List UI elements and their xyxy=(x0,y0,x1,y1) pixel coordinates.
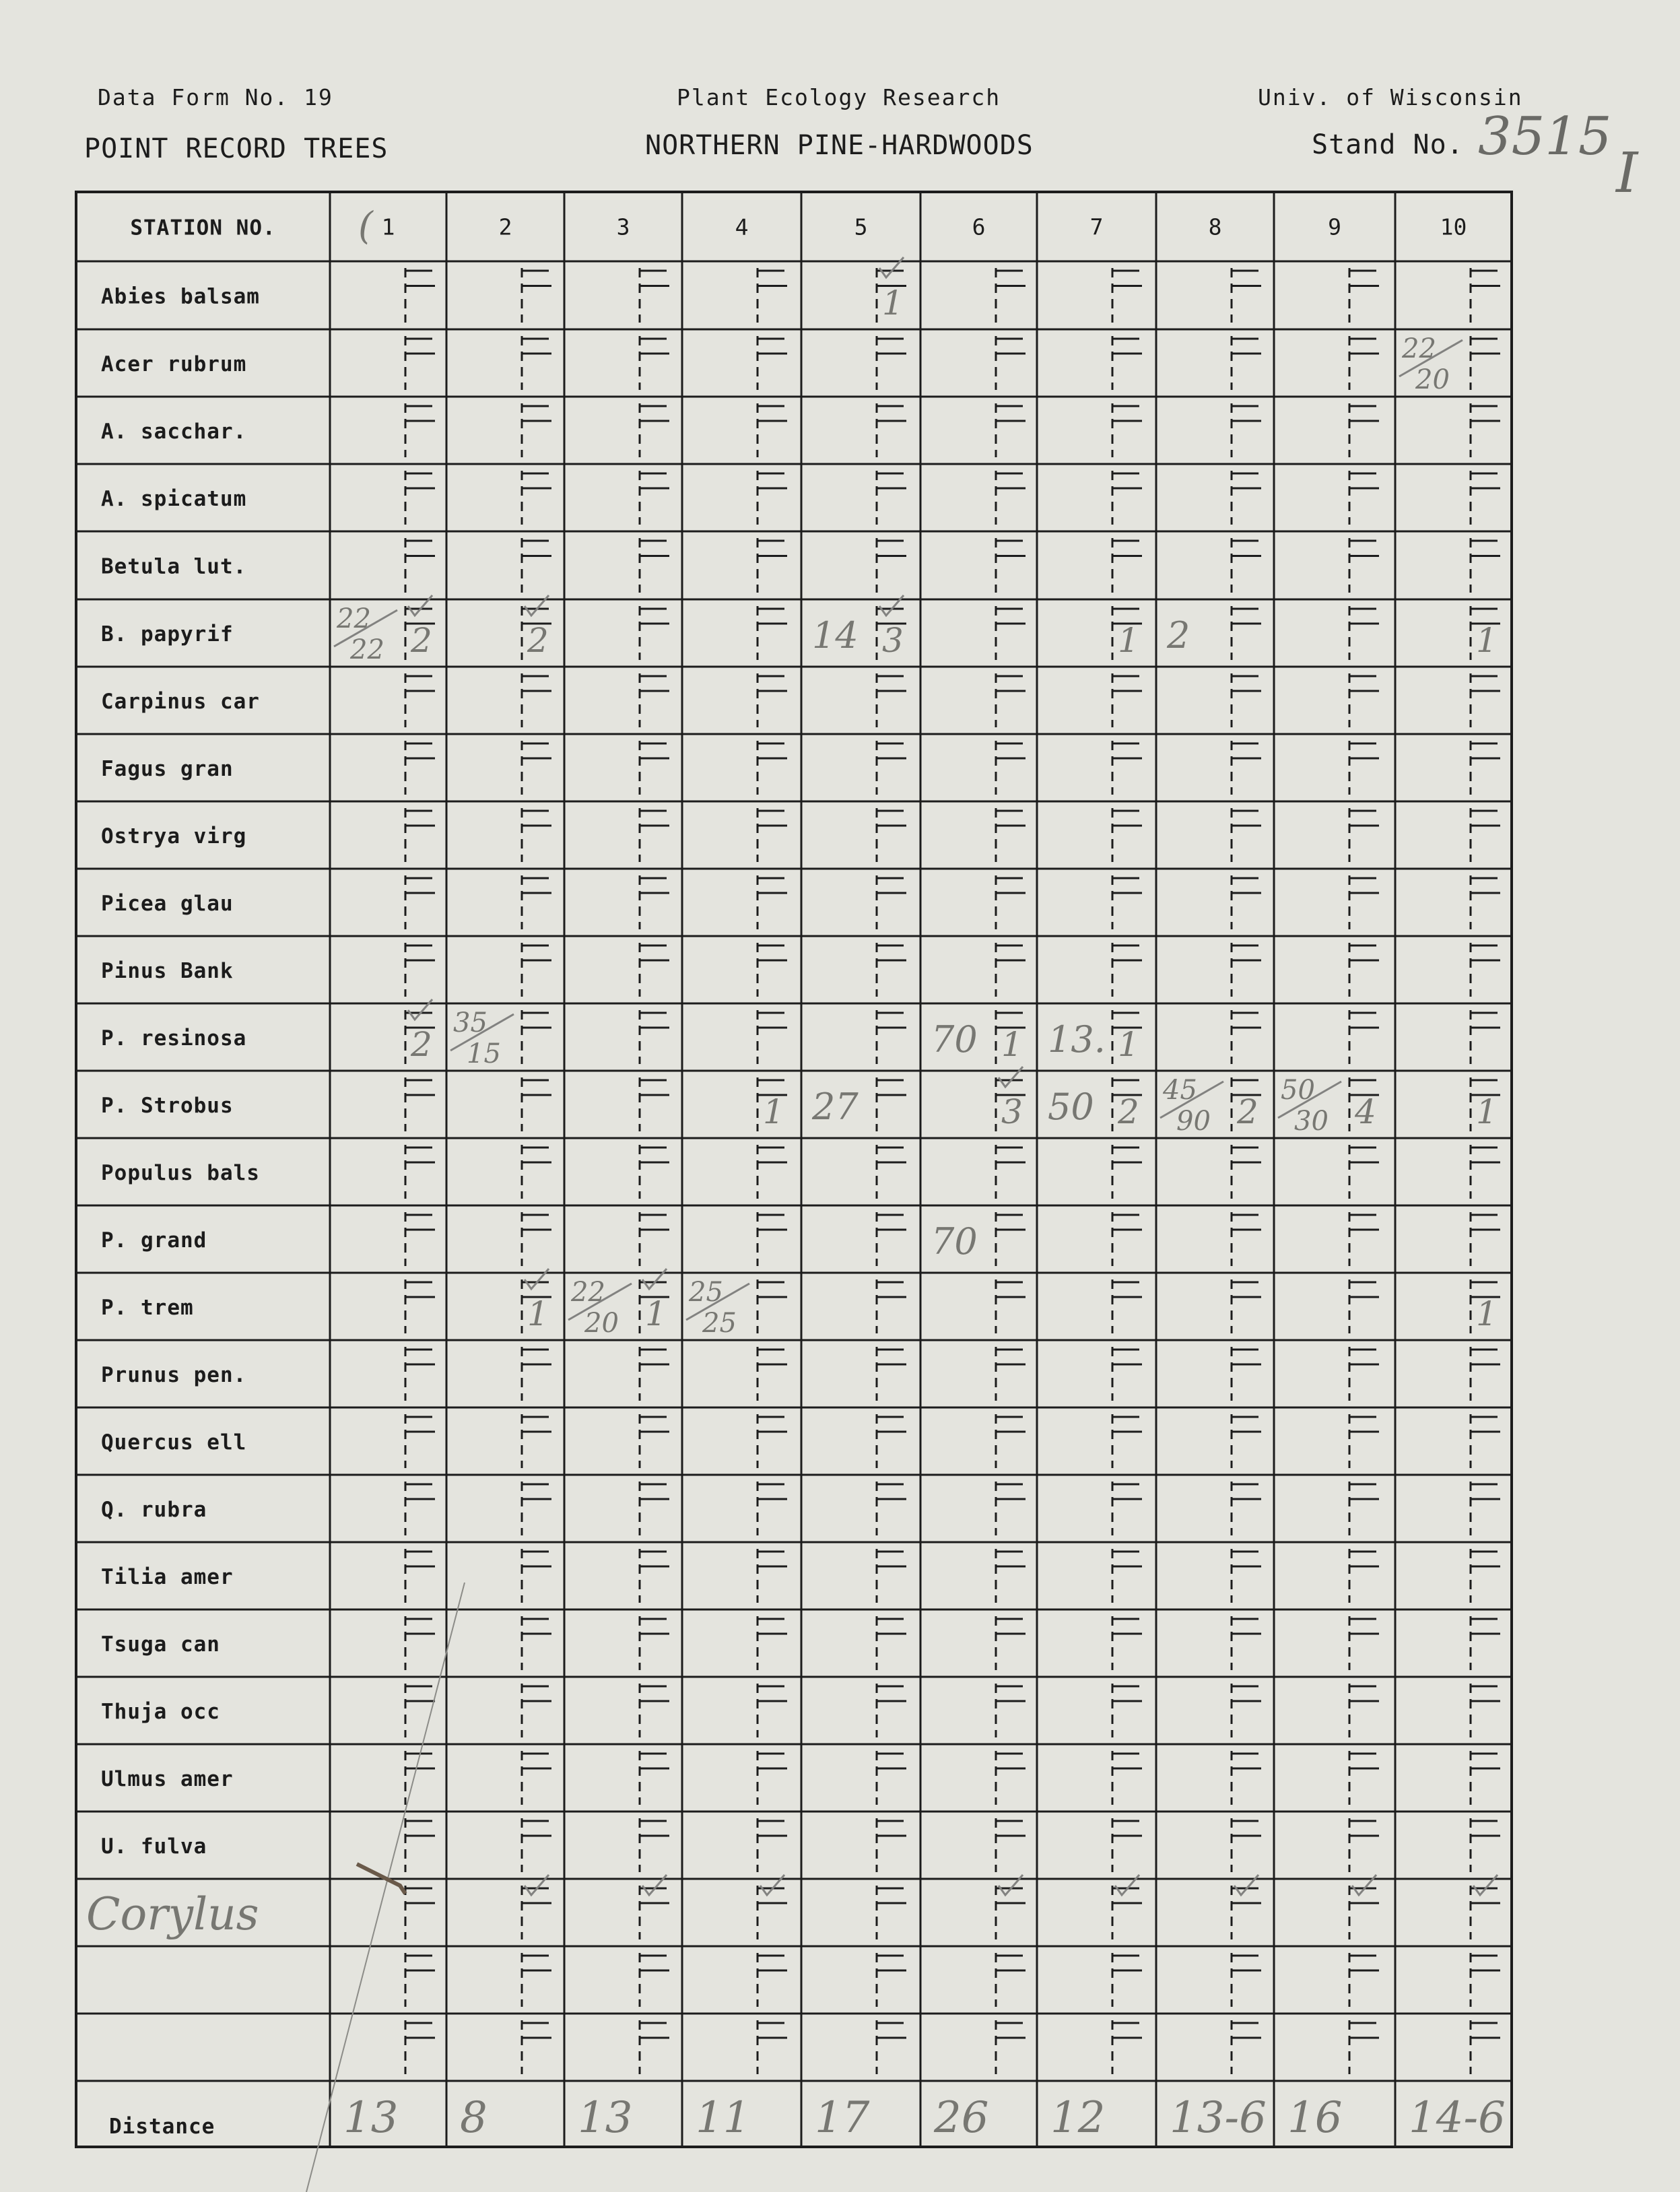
species-label: Ulmus amer xyxy=(101,1767,234,1791)
species-label: Fagus gran xyxy=(101,757,234,781)
distance-value: 13 xyxy=(343,2093,399,2143)
handwritten-value: 2 xyxy=(1167,614,1190,657)
row-labels xyxy=(86,205,1467,2139)
fraction-bottom: 30 xyxy=(1294,1106,1329,1137)
fraction-top: 22 xyxy=(337,603,371,634)
handwritten-value: 70 xyxy=(931,1220,978,1263)
station-number-4: 4 xyxy=(735,213,749,240)
count-value: 1 xyxy=(882,284,904,323)
station-number-7: 7 xyxy=(1089,213,1104,240)
count-value: 1 xyxy=(1118,1025,1139,1064)
stand-label: Stand No. xyxy=(1312,129,1464,160)
distance-value: 16 xyxy=(1287,2093,1343,2143)
grid-lines xyxy=(76,192,1512,2147)
fraction-bottom: 25 xyxy=(702,1308,737,1339)
species-label: P. trem xyxy=(101,1296,194,1320)
distance-value: 13-6 xyxy=(1170,2093,1267,2143)
station-number-9: 9 xyxy=(1328,213,1341,240)
fraction-bottom: 15 xyxy=(467,1038,501,1069)
count-value: 3 xyxy=(882,621,904,660)
count-value: 3 xyxy=(1001,1092,1023,1131)
fraction-top: 25 xyxy=(689,1277,723,1308)
count-value: 2 xyxy=(1237,1092,1258,1131)
stand-number: 3515 xyxy=(1478,106,1612,167)
count-value: 1 xyxy=(1118,621,1139,660)
species-label: Ostrya virg xyxy=(101,824,247,849)
count-value: 2 xyxy=(411,621,432,660)
species-label: Carpinus car xyxy=(101,690,260,714)
handwritten-value: 50 xyxy=(1048,1086,1094,1128)
station-number-1: 1 xyxy=(381,213,395,240)
species-label: P. grand xyxy=(101,1228,207,1253)
distance-value: 12 xyxy=(1050,2093,1106,2143)
count-value: 4 xyxy=(1355,1092,1376,1131)
fraction-top: 35 xyxy=(453,1007,488,1038)
distance-value: 14-6 xyxy=(1409,2093,1506,2143)
species-label: Tilia amer xyxy=(101,1565,234,1589)
fraction-top: 22 xyxy=(1402,333,1436,364)
form-number: Data Form No. 19 xyxy=(98,84,333,110)
species-label: Abies balsam xyxy=(101,284,260,309)
count-value: 1 xyxy=(1001,1025,1023,1064)
handwritten-value: 14 xyxy=(812,614,859,657)
station-number-8: 8 xyxy=(1208,213,1222,240)
species-label: Quercus ell xyxy=(101,1430,247,1455)
species-label: Populus bals xyxy=(101,1161,260,1185)
count-value: 2 xyxy=(1118,1092,1139,1131)
species-label: Pinus Bank xyxy=(101,959,234,983)
count-value: 1 xyxy=(1476,1092,1498,1131)
fraction-top: 22 xyxy=(571,1277,605,1308)
species-label: Betula lut. xyxy=(101,554,247,579)
handwritten-entries xyxy=(306,257,1506,2192)
count-value: 2 xyxy=(527,621,549,660)
count-value: 1 xyxy=(527,1294,549,1333)
species-label: Thuja occ xyxy=(101,1700,220,1724)
handwritten-value: 70 xyxy=(931,1018,978,1061)
forest-type: NORTHERN PINE-HARDWOODS xyxy=(645,130,1034,161)
table-border xyxy=(76,192,1512,2147)
distance-value: 13 xyxy=(578,2093,633,2143)
species-label: Acer rubrum xyxy=(101,352,247,376)
count-value: 2 xyxy=(411,1025,432,1064)
station-number-5: 5 xyxy=(854,213,868,240)
species-label: P. resinosa xyxy=(101,1026,247,1051)
species-label: Tsuga can xyxy=(101,1632,220,1657)
station-number-10: 10 xyxy=(1440,213,1467,240)
handwritten-value: 27 xyxy=(812,1086,859,1128)
handwritten-value: 13. xyxy=(1048,1018,1106,1061)
station-number-6: 6 xyxy=(972,213,986,240)
distance-value: 8 xyxy=(460,2093,488,2143)
species-label: Prunus pen. xyxy=(101,1363,247,1387)
distance-label: Distance xyxy=(109,2115,215,2139)
fraction-top: 45 xyxy=(1163,1075,1197,1106)
organization: Plant Ecology Research xyxy=(677,84,1001,110)
species-label: B. papyrif xyxy=(101,622,234,646)
species-label: A. sacchar. xyxy=(101,420,247,444)
species-label: A. spicatum xyxy=(101,487,247,511)
fraction-bottom: 20 xyxy=(584,1308,619,1339)
species-label: Picea glau xyxy=(101,892,234,916)
station-number-2: 2 xyxy=(498,213,512,240)
count-value: 1 xyxy=(1476,621,1498,660)
fraction-top: 50 xyxy=(1281,1075,1315,1106)
station-number-3: 3 xyxy=(616,213,630,240)
pencil-mark: ( xyxy=(358,204,373,248)
species-label: P. Strobus xyxy=(101,1094,234,1118)
university: Univ. of Wisconsin xyxy=(1258,84,1523,110)
distance-value: 17 xyxy=(815,2093,870,2143)
form-title: POINT RECORD TREES xyxy=(84,133,389,164)
count-value: 1 xyxy=(645,1294,667,1333)
count-value: 1 xyxy=(763,1092,784,1131)
stand-suffix: I xyxy=(1616,141,1638,205)
species-label: U. fulva xyxy=(101,1834,207,1859)
distance-value: 11 xyxy=(696,2093,751,2143)
fraction-bottom: 22 xyxy=(350,634,384,665)
species-label: Q. rubra xyxy=(101,1498,207,1522)
distance-value: 26 xyxy=(934,2093,989,2143)
station-no-label: STATION NO. xyxy=(130,215,276,240)
extra-species-label: Corylus xyxy=(86,1888,259,1940)
fraction-bottom: 20 xyxy=(1415,364,1450,395)
count-value: 1 xyxy=(1476,1294,1498,1333)
fraction-bottom: 90 xyxy=(1176,1106,1211,1137)
